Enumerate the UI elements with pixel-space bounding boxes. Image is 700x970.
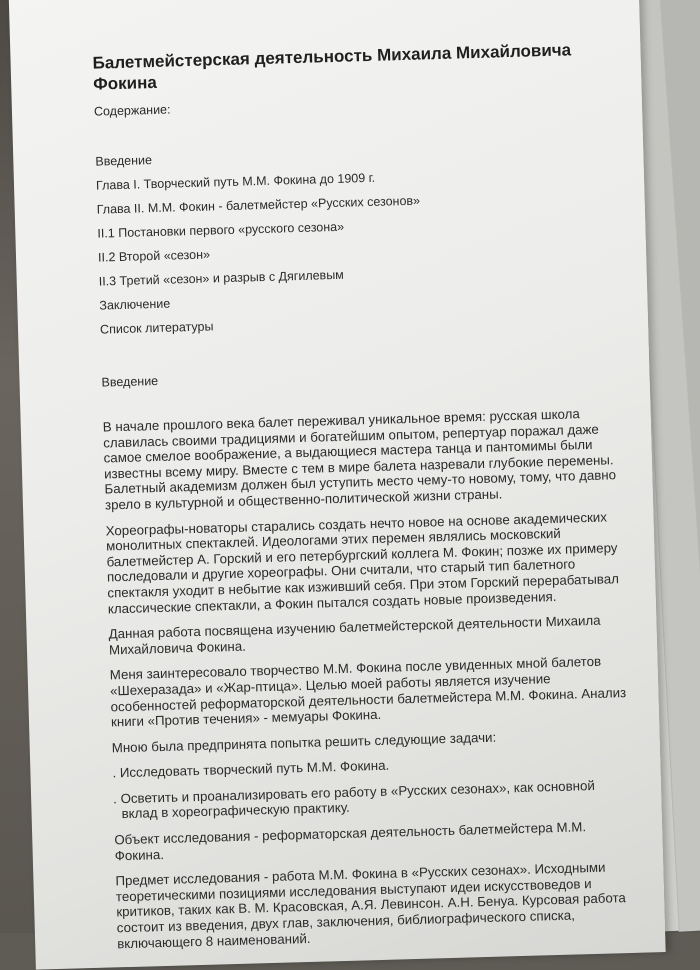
toc-label: Содержание: [93, 102, 171, 119]
paper-sheet [8, 0, 666, 970]
research-subject: Предмет исследования - работа М.М. Фокина в «Русских сезонах». Исходными теоретическими позициями исследования выступают идеи искусствоведов и критиков, таких как В. М. Красовская, А.Я. Левинсон. А.Н. Бенуа. Курсовая работа состоит из введения, двух глав, заключения, библиографического списка, включающего 8 наименований. [115, 859, 627, 951]
research-object: Объект исследования - реформаторская деятельность балетмейстера М.М. Фокина. [114, 819, 587, 864]
toc-item: Глава I. Творческий путь М.М. Фокина до 1909 г. [95, 170, 376, 193]
toc-item: II.3 Третий «сезон» и разрыв с Дягилевым [98, 267, 344, 289]
paragraph: Меня заинтересовало творчество М.М. Фокина после увиденных мной балетов «Шехеразада» и «Жар-птица». Целью моей работы является изучение особенностей реформаторской деятельности балетмейстера М.М. Фокина. Анализ книги «Против течения» - мемуары Фокина. [109, 654, 627, 730]
intro-heading: Введение [101, 373, 159, 390]
toc-item: Глава II. М.М. Фокин - балетмейстер «Русских сезонов» [96, 193, 421, 217]
toc-item: Введение [95, 153, 153, 169]
toc-item: Список литературы [99, 319, 214, 337]
toc-item: Заключение [99, 296, 171, 313]
task-item: . Исследовать творческий путь М.М. Фокина. [112, 757, 390, 781]
paragraph: Хореографы-новаторы старались создать нечто новое на основе академических монолитных спектаклей. Идеологами этих перемен являлись московский балетмейстер А. Горский и его петербургский коллега М. Фокин; позже их примеру последовали и другие хореографы. Они считали, что старый тип балетного спектакля уходит в небытие как изживший себя. При этом Горский перерабатывал классические спектакли, а Фокин пытался создать новые произведения. [105, 509, 620, 616]
paragraph: В начале прошлого века балет переживал уникальное время: русская школа славилась своими традициями и богатейшим опытом, репертуар поражал даже самое смелое воображение, а выдающиеся мастера танца и пантомимы были известны всему миру. Вместе с тем в мире балета назревали глубокие перемены. Балетный академизм должен был уступить место чему-то новому, тому, что давно зрело в культурной и общественно-политической жизни страны. [102, 406, 617, 513]
paragraph: Данная работа посвящена изучению балетмейстерской деятельности Михаила Михайловича Фокина. [108, 612, 601, 658]
paragraph: Мною была предпринята попытка решить следующие задачи: [111, 729, 497, 756]
toc-item: II.2 Второй «сезон» [97, 247, 211, 265]
task-item: . Осветить и проанализировать его работу в «Русских сезонах», как основной вклад в хореографическую практику. [112, 777, 595, 822]
document-body [92, 38, 637, 961]
toc-item: II.1 Постановки первого «русского сезона» [97, 219, 345, 241]
table-of-contents [95, 140, 620, 337]
document-title: Балетмейстерская деятельность Михаила Михайловича Фокина [92, 40, 572, 94]
